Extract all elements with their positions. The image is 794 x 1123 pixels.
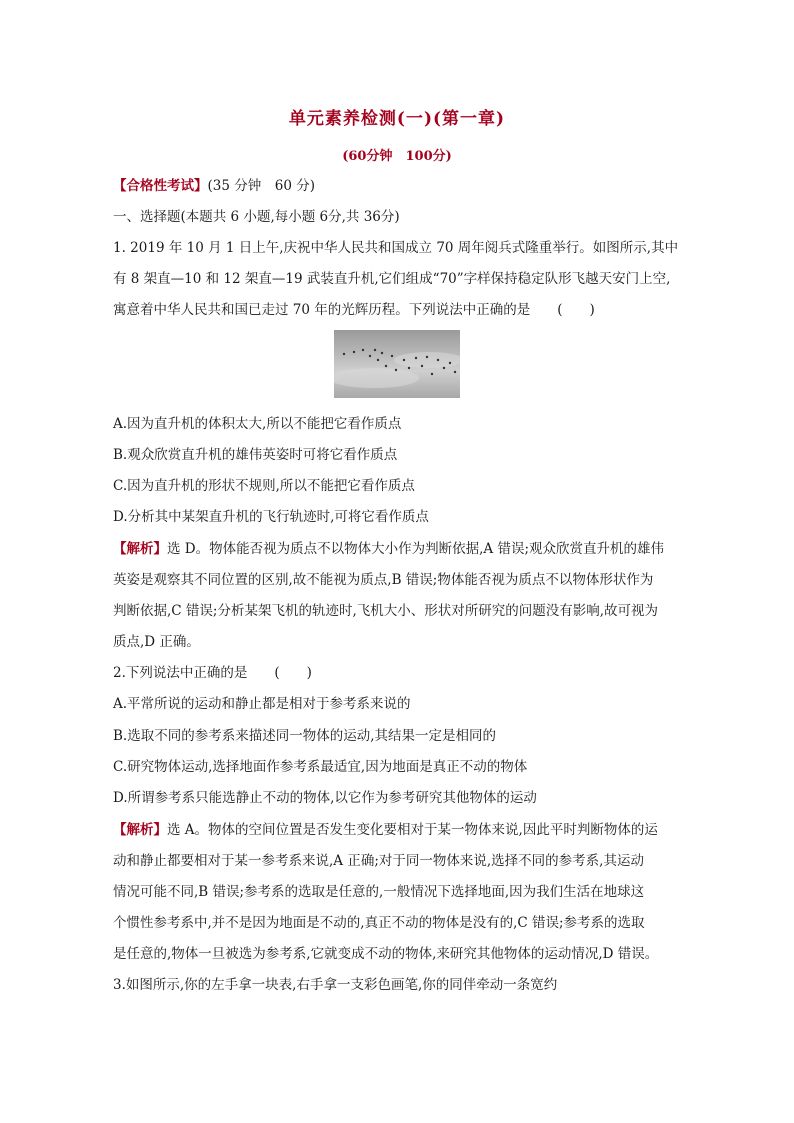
q2-analysis-line-5: 是任意的,物体一旦被选为参考系,它就变成不动的物体,来研究其他物体的运动情况,D 错误。	[113, 946, 659, 962]
q1-analysis-line-1	[113, 539, 693, 559]
q2-option-c: C.研究物体运动,选择地面作参考系最适宜,因为地面是真正不动的物体	[113, 759, 528, 775]
q2-analysis-line-3: 情况可能不同,B 错误;参考系的选取是任意的,一般情况下选择地面,因为我们生活在地球这	[113, 884, 645, 900]
q2-analysis-line-1	[113, 820, 693, 840]
helicopter-formation-image	[334, 330, 460, 398]
q2-stem: 2.下列说法中正确的是 ( )	[113, 665, 312, 681]
page-title: 单元素养检测(一)(第一章)	[288, 109, 506, 129]
section-tag: 【合格性考试】	[113, 178, 208, 194]
q2-analysis-line-4: 个惯性参考系中,并不是因为地面是不动的,真正不动的物体是没有的,C 错误;参考系的选取	[113, 915, 645, 931]
q1-analysis-text-1: 选 D。物体能否视为质点不以物体大小作为判断依据,A 错误;观众欣赏直升机的雄伟	[167, 541, 664, 557]
section-tag-info: (35 分钟 60 分)	[207, 178, 315, 194]
q1-stem-line-1: 1. 2019 年 10 月 1 日上午,庆祝中华人民共和国成立 70 周年阅兵式隆重举行。如图所示,其中	[113, 240, 679, 256]
q2-analysis-text-1: 选 A。物体的空间位置是否发生变化要相对于某一物体来说,因此平时判断物体的运	[167, 822, 658, 838]
q1-option-c: C.因为直升机的形状不规则,所以不能把它看作质点	[113, 478, 415, 494]
q2-option-b: B.选取不同的参考系来描述同一物体的运动,其结果一定是相同的	[113, 728, 497, 744]
q1-analysis-tag: 【解析】	[113, 541, 167, 557]
q1-analysis-line-3: 判断依据,C 错误;分析某架飞机的轨迹时,飞机大小、形状对所研究的问题没有影响,故可视为	[113, 603, 659, 619]
q2-analysis-line-2: 动和静止都要相对于某一参考系来说,A 正确;对于同一物体来说,选择不同的参考系,其运动	[113, 853, 644, 869]
q1-stem-line-2: 有 8 架直—10 和 12 架直—19 武装直升机,它们组成“70”字样保持稳定队形飞越天安门上空,	[113, 271, 671, 287]
q2-analysis-tag: 【解析】	[113, 822, 167, 838]
q1-analysis-line-4: 质点,D 正确。	[113, 634, 200, 650]
q1-analysis-line-2: 英姿是观察其不同位置的区别,故不能视为质点,B 错误;物体能否视为质点不以物体形状作为	[113, 572, 654, 588]
q1-stem-line-3: 寓意着中华人民共和国已走过 70 年的光辉历程。下列说法中正确的是 ( )	[113, 302, 595, 318]
helicopter-formation-photo	[334, 330, 460, 398]
q1-option-d: D.分析其中某架直升机的飞行轨迹时,可将它看作质点	[113, 509, 429, 525]
section-heading	[113, 176, 693, 196]
q1-option-a: A.因为直升机的体积太大,所以不能把它看作质点	[113, 416, 402, 432]
page-subtitle: (60分钟 100分)	[342, 149, 452, 164]
q2-option-d: D.所谓参考系只能选静止不动的物体,以它作为参考研究其他物体的运动	[113, 790, 537, 806]
q3-stem: 3.如图所示,你的左手拿一块表,右手拿一支彩色画笔,你的同伴牵动一条宽约	[113, 977, 558, 993]
q2-option-a: A.平常所说的运动和静止都是相对于参考系来说的	[113, 696, 411, 712]
part-heading: 一、选择题(本题共 6 小题,每小题 6分,共 36分)	[113, 209, 400, 225]
q1-option-b: B.观众欣赏直升机的雄伟英姿时可将它看作质点	[113, 447, 398, 463]
